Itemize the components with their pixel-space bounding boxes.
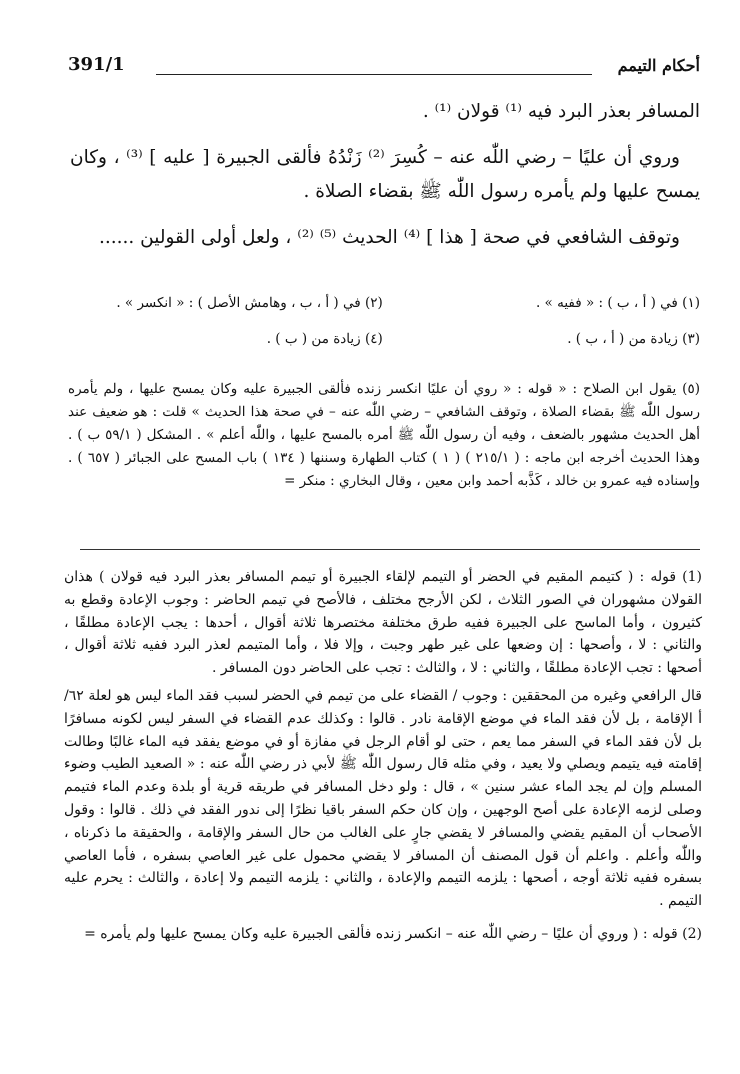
header-rule bbox=[156, 74, 592, 75]
running-title: أحكام التيمم bbox=[617, 56, 700, 75]
commentary-paragraph: (1) قوله : ( كتيمم المقيم في الحضر أو التيمم لإلقاء الجبيرة أو تيمم المسافر بعذر البرد فيه قولان ) هذان القولان مشهوران في الصور الثلاث ، لكن الأرجح مختلف ، فالأصح في تيمم الحاضر : وجوب الإعادة وقطع به كثيرون ، وأما الماسح على الجبيرة ففيه طرق مختلفة مختصرها ثلاثة أقوال ، أحدها : يجب الإعادة مطلقًا ، والثاني : لا ، وأصحها : إن وضعها على غير طهر وجبت ، وإلا فلا ، وأما المتيمم لعذر البرد ففيه ثلاثة أقوال ، أصحها : تجب الإعادة مطلقًا ، والثاني : لا ، والثالث : تجب على الحاضر دون المسافر . bbox=[64, 569, 702, 677]
page-number: 391/1 bbox=[68, 54, 125, 75]
main-text bbox=[70, 95, 700, 267]
footnote-row bbox=[90, 328, 700, 350]
commentary-paragraph: قال الرافعي وغيره من المحققين : وجوب / القضاء على من تيمم في الحضر لسبب فقد الماء ليس هو لعلة ٦٢/أ الإقامة ، بل لأن فقد الماء في موضع الإقامة نادر . قالوا : وكذلك عدم القضاء في السفر ليس لكونه مسافرًا بل لأن فقد الماء في السفر مما يعم ، حتى لو أقام الرجل في مفازة أو في موضع يفقد فيه الماء غالبًا وطالت إقامته فيه يتيمم ويصلي ولا يعيد ، وفي مثله قال رسول اللّٰه ﷺ لأبي ذر رضي اللّٰه عنه : « الصعيد الطيب وضوء المسلم وإن لم يجد الماء عشر سنين » ، قال : ولو دخل المسافر في طريقه قرية أو بلدة وعدم الماء فتيمم وصلى لزمه الإعادة على أصح الوجهين ، وإن كان حكم السفر باقيا نظرًا إلى ندور الفقد في ذلك . قالوا : وقول الأصحاب أن المقيم يقضي والمسافر لا يقضي جارٍ على الغالب من حال السفر والإقامة ، والحقيقة ما ذكرناه ، واللّٰه وأعلم . واعلم أن قول المصنف أن المسافر لا يقضي محمول على غير العاصي بسفره ، فأما العاصي بسفره ففيه ثلاثة أوجه ، أصحها : يلزمه التيمم والإعادة ، والثاني : يلزمه التيمم ولا إعادة ، والثالث : يحرم عليه التيمم . bbox=[64, 687, 702, 910]
main-paragraph: وروي أن عليًا – رضي اللّٰه عنه – كُسِرَ ⁽²⁾ زَنْدُهُ فألقى الجبيرة [ عليه ] ⁽³⁾ ، وكان يمسح عليها ولم يأمره رسول اللّٰه ﷺ بقضاء الصلاة . bbox=[70, 147, 700, 202]
commentary-paragraph: (2) قوله : ( وروي أن عليًا – رضي اللّٰه عنه – انكسر زنده فألقى الجبيرة عليه وكان يمسح عليها ولم يأمره = bbox=[84, 925, 702, 942]
footnote-3: (٣) زيادة من ( أ ، ب ) . bbox=[567, 331, 700, 347]
main-paragraph: المسافر بعذر البرد فيه ⁽¹⁾ قولان ⁽¹⁾ . bbox=[422, 101, 700, 122]
footnote-4: (٤) زيادة من ( ب ) . bbox=[266, 331, 383, 347]
commentary-section bbox=[64, 566, 702, 951]
footnote-5: (٥) يقول ابن الصلاح : « قوله : « روي أن عليًا انكسر زنده فألقى الجبيرة عليه وكان يمسح عليها ، ولم يأمره رسول اللّٰه ﷺ بقضاء الصلاة ، وتوقف الشافعي – رضي اللّٰه عنه – في صحة هذا الحديث » قلت : هو ضعيف عند أهل الحديث مشهور بالضعف ، وفيه أن رسول اللّٰه ﷺ أمره بالمسح عليها ، واللّٰه أعلم » . المشكل ( ٥٩/١ ب ) . وهذا الحديث أخرجه ابن ماجه : ( ٢١٥/١ ) ( ١ ) كتاب الطهارة وسننها ( ١٣٤ ) باب المسح على الجبائر ( ٦٥٧ ) . وإسناده فيه عمرو بن خالد ، كَذَّبه أحمد وابن معين ، وقال البخاري : منكر = bbox=[68, 381, 700, 489]
page-header bbox=[68, 54, 700, 84]
editor-footnotes bbox=[90, 292, 700, 364]
footnote-row bbox=[90, 292, 700, 314]
footnote-1: (١) في ( أ ، ب ) : « ففيه » . bbox=[535, 295, 700, 311]
footnote-2: (٢) في ( أ ، ب ، وهامش الأصل ) : « انكسر » . bbox=[116, 295, 383, 311]
main-paragraph: وتوقف الشافعي في صحة [ هذا ] ⁽⁴⁾ الحديث ⁽⁵⁾ ⁽²⁾ ، ولعل أولى القولين ...... bbox=[99, 227, 680, 248]
section-separator bbox=[80, 549, 700, 550]
